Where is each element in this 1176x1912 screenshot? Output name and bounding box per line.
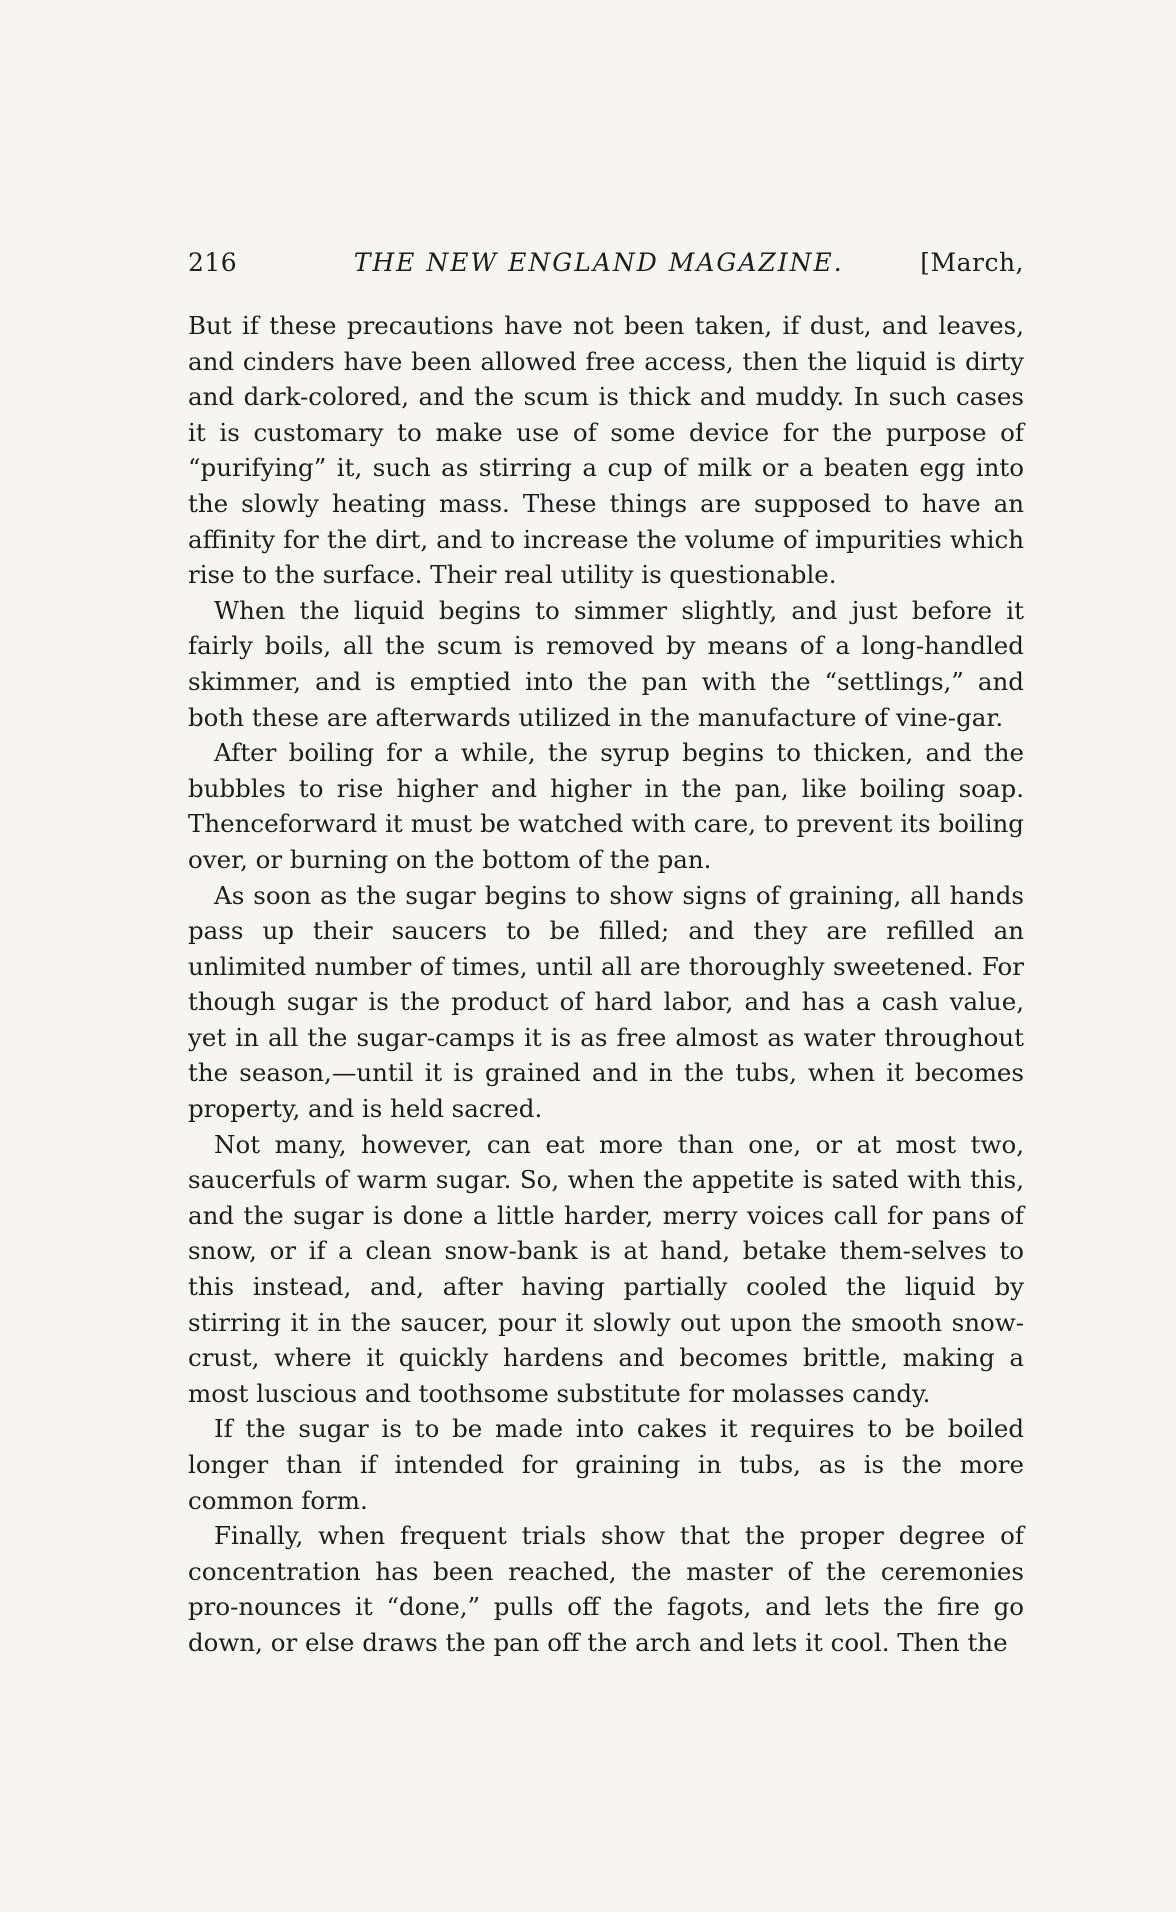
paragraph: Not many, however, can eat more than one, or at most two, saucerfuls of warm sugar. So, when the appetite is sated with this, and the sugar is done a little harder, merry voices call for pans of snow, or if a clean snow-bank is at hand, betake them-selves to this instead, and, after having partially cooled the liquid by stirring it in the saucer, pour it slowly out upon the smooth snow-crust, where it quickly hardens and becomes brittle, making a most luscious and toothsome substitute for molasses candy.: [188, 1129, 1024, 1408]
paragraph: Finally, when frequent trials show that the proper degree of concentration has been reached, the master of the ceremonies pro-nounces it “done,” pulls off the fagots, and lets the fire go down, or else draws the pan off the arch and lets it cool. Then the: [188, 1521, 1024, 1657]
running-head: [188, 248, 1024, 288]
magazine-page: [188, 248, 1024, 1661]
page-number: 216: [188, 248, 238, 277]
paragraph: As soon as the sugar begins to show signs of graining, all hands pass up their saucers to be filled; and they are refilled an unlimited number of times, until all are thoroughly sweetened. For though sugar is the product of hard labor, and has a cash value, yet in all the sugar-camps it is as free almost as water throughout the season,—until it is grained and in the tubs, when it becomes property, and is held sacred.: [188, 880, 1024, 1124]
journal-title: THE NEW ENGLAND MAGAZINE.: [353, 248, 844, 277]
paragraph: When the liquid begins to simmer slightly, and just before it fairly boils, all the scum is removed by means of a long-handled skimmer, and is emptied into the pan with the “settlings,” and both these are afterwards utilized in the manufacture of vine-gar.: [188, 595, 1024, 732]
issue-month: [March,: [920, 248, 1024, 277]
paragraph: After boiling for a while, the syrup begins to thicken, and the bubbles to rise higher and higher in the pan, like boiling soap. Thenceforward it must be watched with care, to prevent its boiling over, or burning on the bottom of the pan.: [188, 738, 1024, 874]
article-body: [188, 308, 1024, 1661]
paragraph: If the sugar is to be made into cakes it requires to be boiled longer than if intended for graining in tubs, as is the more common form.: [188, 1414, 1024, 1515]
paragraph: But if these precautions have not been taken, if dust, and leaves, and cinders have been allowed free access, then the liquid is dirty and dark-colored, and the scum is thick and muddy. In such cases it is customary to make use of some device for the purpose of “purifying” it, such as stirring a cup of milk or a beaten egg into the slowly heating mass. These things are supposed to have an affinity for the dirt, and to increase the volume of impurities which rise to the surface. Their real utility is questionable.: [188, 311, 1024, 590]
